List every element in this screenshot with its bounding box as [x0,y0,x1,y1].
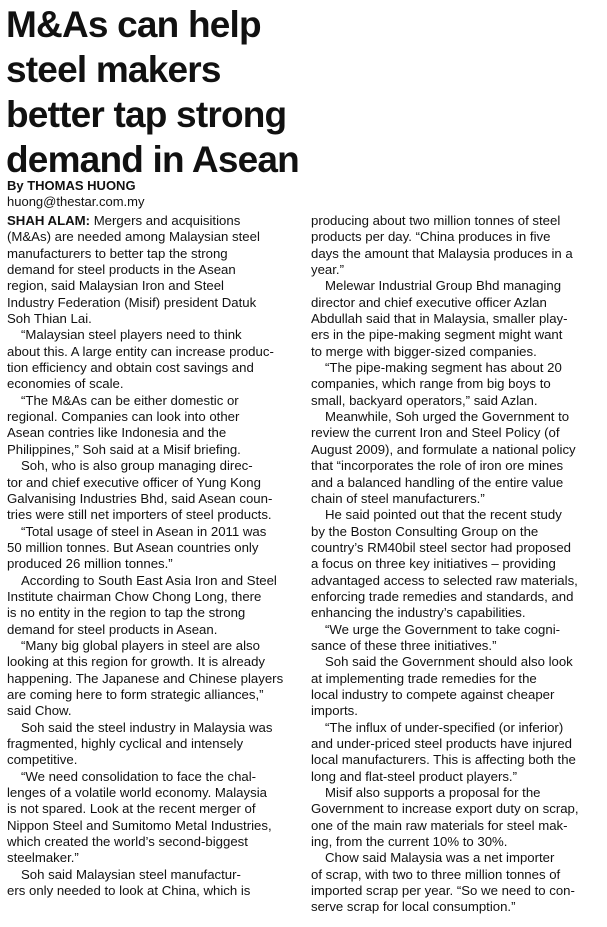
paragraph-line: 50 million tonnes. But Asean countries only [7,539,259,555]
paragraph-line: about this. A large entity can increase produc- [7,343,274,359]
paragraph-line: imports. [311,703,358,719]
paragraph-line: tion efficiency and obtain cost savings and [7,360,254,376]
paragraph-line: happening. The Japanese and Chinese players [7,670,284,686]
paragraph-line: at implementing trade remedies for the [311,670,537,686]
paragraph-line: said Chow. [7,703,72,719]
paragraph-line: enforcing trade remedies and standards, and [311,588,574,604]
article-paragraph [311,213,603,278]
paragraph-line: “Total usage of steel in Asean in 2011 was [21,523,267,539]
paragraph-line: one of the main raw materials for steel mak- [311,817,568,833]
paragraph-line: looking at this region for growth. It is already [7,654,266,670]
paragraph-line: local manufacturers. This is affecting both the [311,752,576,768]
paragraph-line: “Malaysian steel players need to think [21,327,242,343]
paragraph-line: Nippon Steel and Sumitomo Metal Industries, [7,817,272,833]
article-paragraph [7,327,303,392]
paragraph-line: tries were still net importers of steel products. [7,507,272,523]
paragraph-line: chain of steel manufacturers.” [311,490,485,506]
paragraph-line: Government to increase export duty on scrap, [311,801,579,817]
paragraph-line: ers only needed to look at China, which is [7,883,251,899]
paragraph-line: is no entity in the region to tap the strong [7,605,246,621]
paragraph-line: competitive. [7,752,78,768]
paragraph-line: advantaged access to selected raw materials, [311,572,578,588]
article-paragraph [7,769,303,867]
paragraph-line: and a balanced handling of the entire value [311,474,564,490]
article-paragraph [311,507,603,621]
headline-line: better tap strong [6,94,287,135]
paragraph-line: ing, from the current 10% to 30%. [311,834,508,850]
paragraph-line: of scrap, with two to three million tonnes of [311,866,561,882]
paragraph-line: Abdullah said that in Malaysia, smaller play- [311,311,568,327]
paragraph-line: enhancing the industry’s capabilities. [311,605,526,621]
article-paragraph [7,867,303,900]
dateline: SHAH ALAM: [7,213,94,228]
paragraph-line: “Many big global players in steel are also [21,637,260,653]
paragraph-line: lenges of a volatile world economy. Malaysia [7,785,267,801]
paragraph-line: small, backyard operators,” said Azlan. [311,392,538,408]
paragraph-line: “We urge the Government to take cogni- [325,621,561,637]
paragraph-line: regional. Companies can look into other [7,409,240,425]
paragraph-line: producing about two million tonnes of steel [311,213,561,228]
paragraph-line: “The pipe-making segment has about 20 [325,360,562,376]
headline-line: demand in Asean [6,139,299,180]
paragraph-line: and under-priced steel products have injured [311,736,572,751]
paragraph-line: ers in the pipe-making segment might want [311,327,563,343]
paragraph-line: demand for steel products in Asean. [7,621,218,637]
paragraph-line: SHAH ALAM: Mergers and acquisitions [7,213,241,228]
paragraph-line: which created the world’s second-biggest [7,834,248,850]
paragraph-line: economies of scale. [7,376,124,392]
headline-line: M&As can help [6,4,261,45]
paragraph-line: year.” [311,262,344,278]
byline: By THOMAS HUONG [7,178,136,193]
article-paragraph [311,654,603,719]
paragraph-line: Soh said the Government should also look [325,654,573,670]
article-paragraph [7,638,303,720]
paragraph-line: region, said Malaysian Iron and Steel [7,278,224,294]
author-email: huong@thestar.com.my [7,194,145,209]
paragraph-line: Soh said Malaysian steel manufactur- [21,866,241,882]
paragraph-line: imported scrap per year. “So we need to con- [311,883,575,899]
article-paragraph [311,720,603,785]
paragraph-line: August 2009), and formulate a national policy [311,441,576,457]
paragraph-line: Asean contries like Indonesia and the [7,425,227,441]
paragraph-line: days the amount that Malaysia produces in a [311,245,573,261]
paragraph-line: Galvanising Industries Bhd, said Asean coun- [7,490,273,506]
article-paragraph [311,850,603,915]
paragraph-line: Soh Thian Lai. [7,311,92,327]
paragraph-line: Institute chairman Chow Chong Long, there [7,588,262,604]
article-paragraph [311,360,603,409]
article-paragraph [311,409,603,507]
paragraph-line: are coming here to form strategic alliances,” [7,686,264,702]
paragraph-line: review the current Iron and Steel Policy (of [311,425,560,441]
article-paragraph [311,278,603,360]
paragraph-line: produced 26 million tonnes.” [7,556,173,572]
paragraph-line: country’s RM40bil steel sector had proposed [311,539,571,555]
paragraph-line: According to South East Asia Iron and Steel [21,572,277,588]
paragraph-line: demand for steel products in the Asean [7,262,236,278]
paragraph-line: Melewar Industrial Group Bhd managing [325,278,562,294]
paragraph-line: Soh, who is also group managing direc- [21,458,253,474]
headline [6,2,306,182]
paragraph-line: local industry to compete against cheaper [311,686,555,702]
article-paragraph [7,720,303,769]
article-paragraph [7,458,303,523]
paragraph-line: is not spared. Look at the recent merger of [7,801,256,817]
paragraph-line: director and chief executive officer Azlan [311,294,547,310]
paragraph-line: Misif also supports a proposal for the [325,785,541,801]
article-column-left [7,213,303,899]
article-paragraph [7,573,303,638]
headline-line: steel makers [6,49,221,90]
paragraph-line: products per day. “China produces in five [311,229,551,245]
article-paragraph [311,785,603,850]
paragraph-line: (M&As) are needed among Malaysian steel [7,229,260,245]
paragraph-line: sance of these three initiatives.” [311,637,497,653]
article-paragraph [7,393,303,458]
paragraph-line: Philippines,” Soh said at a Misif briefing. [7,441,241,457]
paragraph-line: a focus on three key initiatives – providing [311,556,556,572]
paragraph-line: Chow said Malaysia was a net importer [325,850,555,866]
paragraph-line: that “incorporates the role of iron ore mines [311,458,564,474]
paragraph-line: “The influx of under-specified (or inferior) [325,719,564,735]
paragraph-line: tor and chief executive officer of Yung Kong [7,474,261,490]
article-column-right [311,213,603,916]
paragraph-line: to merge with bigger-sized companies. [311,343,537,359]
paragraph-line: “We need consolidation to face the chal- [21,768,257,784]
article-paragraph [7,213,303,327]
paragraph-line: long and flat-steel product players.” [311,768,517,784]
paragraph-line: He said pointed out that the recent study [325,507,562,523]
paragraph-line: fragmented, highly cyclical and intensely [7,736,244,751]
paragraph-line: by the Boston Consulting Group on the [311,523,539,539]
paragraph-line: Soh said the steel industry in Malaysia was [21,719,273,735]
paragraph-line: Industry Federation (Misif) president Datuk [7,294,257,310]
paragraph-line: Meanwhile, Soh urged the Government to [325,409,570,425]
paragraph-line: steelmaker.” [7,850,79,866]
paragraph-line: serve scrap for local consumption.” [311,899,516,915]
paragraph-line: companies, which range from big boys to [311,376,551,392]
article-paragraph [311,622,603,655]
article-paragraph [7,524,303,573]
paragraph-line: manufacturers to better tap the strong [7,245,228,261]
paragraph-line: “The M&As can be either domestic or [21,392,239,408]
